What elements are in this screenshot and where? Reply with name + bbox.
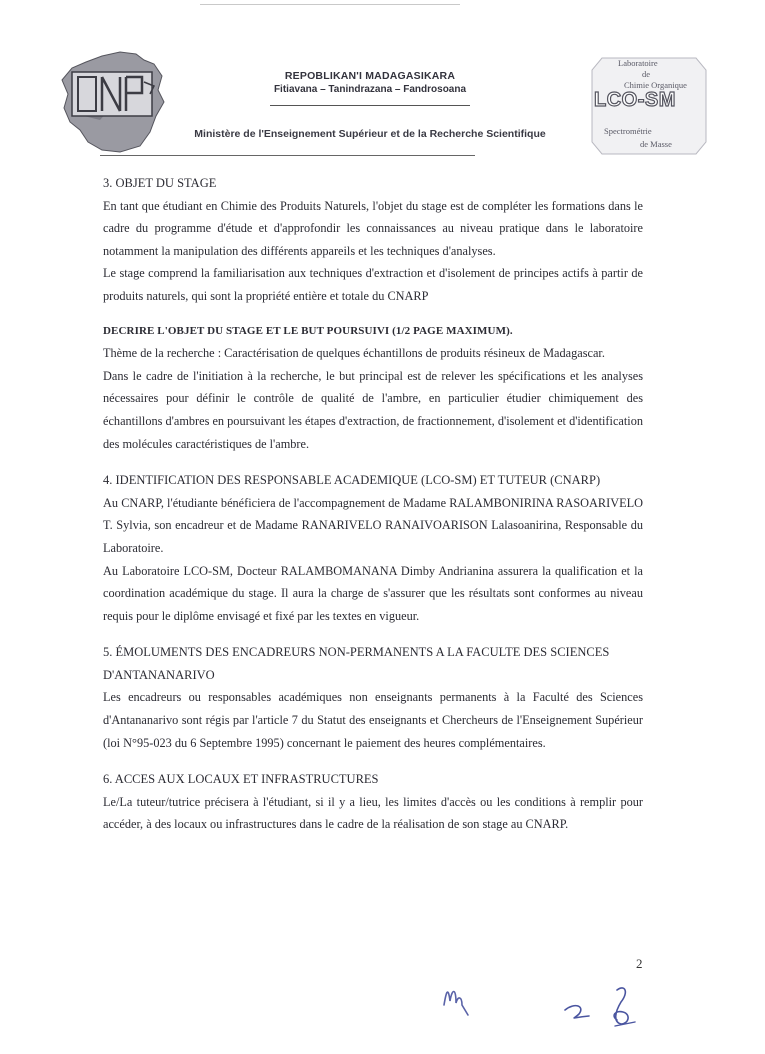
document-body bbox=[103, 172, 643, 836]
section-3-subtitle: DECRIRE L'OBJET DU STAGE ET LE BUT POURSUIVI (1/2 PAGE MAXIMUM). bbox=[103, 324, 513, 337]
section-3-paragraph-2: Le stage comprend la familiarisation aux techniques d'extraction et d'isolement de principes actifs à partir de produits naturels, qui sont la propriété entière et totale du CNARP bbox=[103, 266, 643, 303]
section-6-paragraph-1: Le/La tuteur/tutrice précisera à l'étudiant, si il y a lieu, les limites d'accès ou les conditions à remplir pour accéder, à des locaux ou infrastructures dans le cadre de la réalisation de son stage au CNARP. bbox=[103, 794, 643, 832]
lab-logo bbox=[590, 56, 708, 156]
section-5-paragraph-1: Les encadreurs ou responsables académiques non enseignants permanents à la Faculté des Sciences d'Antananarivo sont régis par l'article 7 du Statut des enseignants et Chercheurs de l'Enseignement Supérieur (loi N°95-023 du 6 Septembre 1995) concernant le paiement des heures complémentaires. bbox=[103, 690, 643, 750]
section-4-paragraph-2: Au Laboratoire LCO-SM, Docteur RALAMBOMANANA Dimby Andrianina assurera la qualification et la coordination académique du stage. Il aura la charge de s'assurer que les résultats sont conformes au niveau requis pour le diplôme envisagé et fixé par les textes en vigueur. bbox=[103, 563, 643, 623]
lab-logo-line3: Chimie Organique bbox=[624, 80, 687, 90]
handwritten-signature-icon bbox=[555, 982, 645, 1032]
section-3-paragraph-1: En tant que étudiant en Chimie des Produits Naturels, l'objet du stage est de compléter les formations dans le cadre du programme d'étude et d'approfondir les connaissances au niveau pratique dans le laboratoire notamment la manipulation des différents appareils et les techniques d'analyses. bbox=[103, 198, 643, 258]
scan-edge-line bbox=[200, 4, 460, 5]
lab-logo-line2: de bbox=[642, 69, 651, 79]
national-motto: Fitiavana – Tanindrazana – Fandrosoana bbox=[273, 84, 467, 95]
section-5-title: 5. ÉMOLUMENTS DES ENCADREURS NON-PERMANENTS A LA FACULTE DES SCIENCES D'ANTANANARIVO bbox=[103, 645, 610, 682]
country-title: REPOBLIKAN'I MADAGASIKARA bbox=[284, 70, 456, 82]
lab-logo-line1: Laboratoire bbox=[618, 58, 658, 68]
ministry-logo bbox=[58, 50, 168, 154]
ministry-name: Ministère de l'Enseignement Supérieur et de la Recherche Scientifique bbox=[194, 128, 546, 140]
header-center bbox=[170, 70, 570, 106]
section-4-paragraph-1: Au CNARP, l'étudiante bénéficiera de l'accompagnement de Madame RALAMBONIRINA RASOARIVELO T. Sylvia, son encadreur et de Madame RANARIVELO RANAIVOARISON Lalasoanirina, Responsable du Laboratoire. bbox=[103, 495, 643, 555]
section-3-title: 3. OBJET DU STAGE bbox=[103, 176, 217, 190]
section-3-paragraph-4: Dans le cadre de l'initiation à la recherche, le but principal est de relever les spécifications et les analyses nécessaires pour définir le contrôle de qualité de l'ambre, en particulier étudier chimiquement des échantillons d'ambres en poursuivant les étapes d'extraction, de fractionnement, d'isolement et d'identification des molécules caractéristiques de l'ambre. bbox=[103, 368, 643, 451]
handwritten-initials-icon bbox=[438, 975, 498, 1025]
madagascar-map-logo-icon bbox=[58, 50, 168, 154]
header-divider bbox=[270, 105, 470, 106]
section-6-title: 6. ACCES AUX LOCAUX ET INFRASTRUCTURES bbox=[103, 772, 379, 787]
section-4-title: 4. IDENTIFICATION DES RESPONSABLE ACADEMIQUE (LCO-SM) ET TUTEUR (CNARP) bbox=[103, 473, 601, 488]
lab-logo-line4: Spectrométrie bbox=[604, 126, 652, 136]
section-3-paragraph-3: Thème de la recherche : Caractérisation de quelques échantillons de produits résineux de Madagascar. bbox=[103, 346, 605, 361]
lab-logo-line5: de Masse bbox=[640, 139, 672, 149]
lab-logo-brand: LCO-SM bbox=[594, 89, 676, 111]
header-bottom-rule bbox=[100, 155, 475, 156]
page-number: 2 bbox=[636, 956, 643, 971]
